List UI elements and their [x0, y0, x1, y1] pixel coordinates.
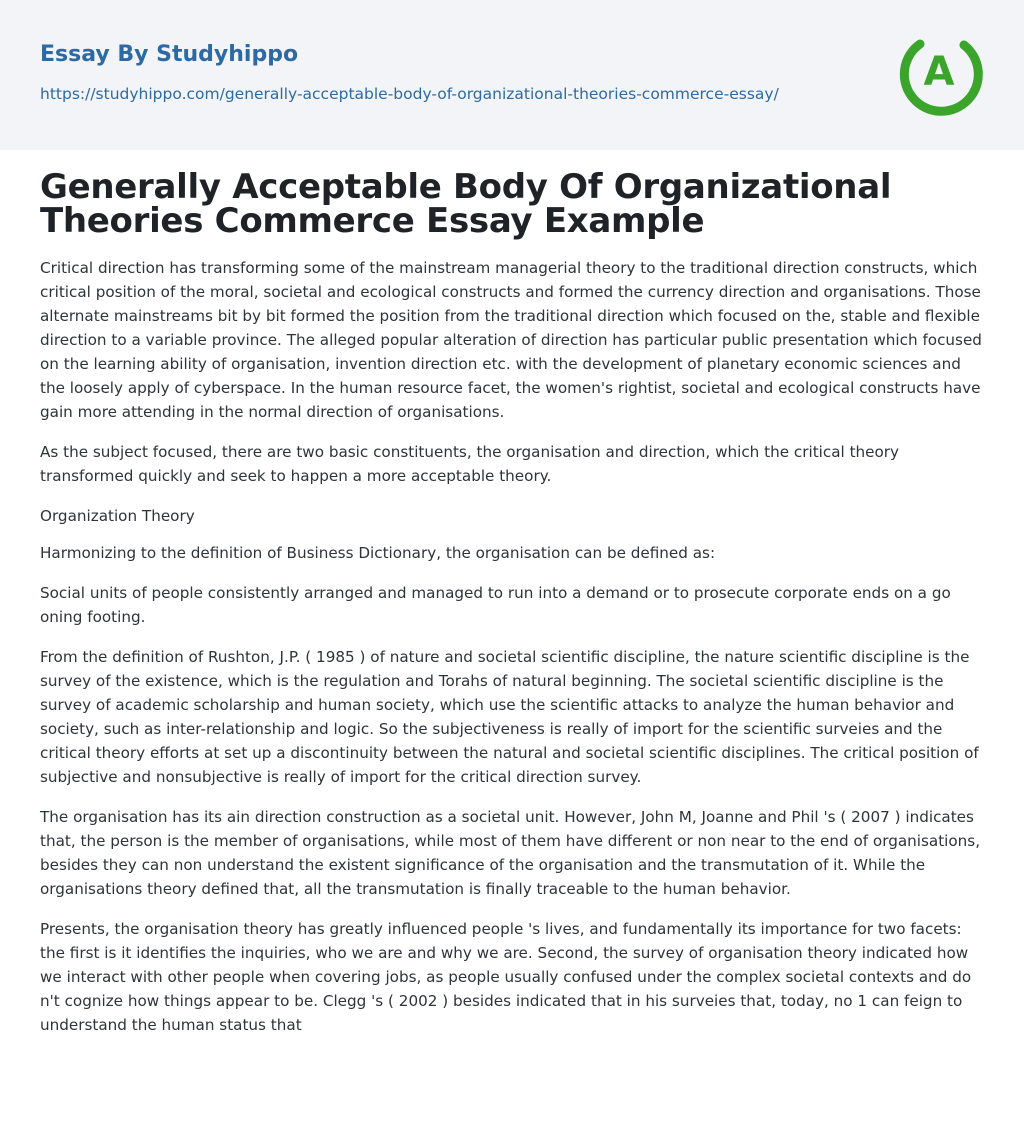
- source-url-link[interactable]: https://studyhippo.com/generally-acceptable-body-of-organizational-theories-commerce-essay/: [40, 85, 779, 103]
- paragraph: Harmonizing to the definition of Business Dictionary, the organisation can be defined as:: [40, 544, 716, 562]
- site-header: [0, 0, 1024, 150]
- logo-letter: A: [923, 49, 955, 95]
- paragraph: The organisation has its ain direction construction as a societal unit. However, John M, Joanne and Phil 's ( 2007 ) indicates that, the person is the member of organisations, while most of them have different or non near to the end of organisations, besides they can non understand the existent significance of the organisation and the transmutation of it. While the organisations theory defined that, all the transmutation is finally traceable to the human behavior.: [40, 808, 981, 898]
- paragraph: As the subject focused, there are two basic constituents, the organisation and direction, which the critical theory transformed quickly and seek to happen a more acceptable theory.: [40, 443, 900, 485]
- page-title: Generally Acceptable Body Of Organizational Theories Commerce Essay Example: [40, 167, 892, 241]
- paragraph: From the definition of Rushton, J.P. ( 1985 ) of nature and societal scientific discipline, the nature scientific discipline is the survey of the existence, which is the regulation and Torahs of natural beginning. The societal scientific discipline is the survey of academic scholarship and human society, which use the scientific attacks to analyze the human behavior and society, such as inter-relationship and logic. So the subjectiveness is really of import for the scientific surveies and the critical theory efforts at set up a discontinuity between the natural and societal scientific disciplines. The critical position of subjective and nonsubjective is really of import for the critical direction survey.: [40, 648, 979, 786]
- studyhippo-logo-icon[interactable]: [898, 28, 986, 116]
- paragraph: Critical direction has transforming some of the mainstream managerial theory to the traditional direction constructs, which critical position of the moral, societal and ecological constructs and formed the currency direction and organisations. Those alternate mainstreams bit by bit formed the position from the traditional direction which focused on the, stable and flexible direction to a variable province. The alleged popular alteration of direction has particular public presentation which focused on the learning ability of organisation, invention direction etc. with the development of planetary economic sciences and the loosely apply of cyberspace. In the human resource facet, the women's rightist, societal and ecological constructs have gain more attending in the normal direction of organisations.: [40, 259, 982, 421]
- paragraph: Social units of people consistently arranged and managed to run into a demand or to prosecute corporate ends on a go oning footing.: [40, 584, 951, 626]
- article-body: [0, 150, 1024, 1037]
- paragraph: Presents, the organisation theory has greatly influenced people 's lives, and fundamentally its importance for two facets: the first is it identifies the inquiries, who we are and why we are. Second, the survey of organisation theory indicated how we interact with other people when covering jobs, as people usually confused under the complex societal contexts and do n't cognize how things appear to be. Clegg 's ( 2002 ) besides indicated that in his surveies that, today, no 1 can feign to understand the human status that: [40, 920, 972, 1034]
- section-heading: Organization Theory: [40, 507, 195, 525]
- site-brand[interactable]: Essay By Studyhippo: [40, 42, 299, 67]
